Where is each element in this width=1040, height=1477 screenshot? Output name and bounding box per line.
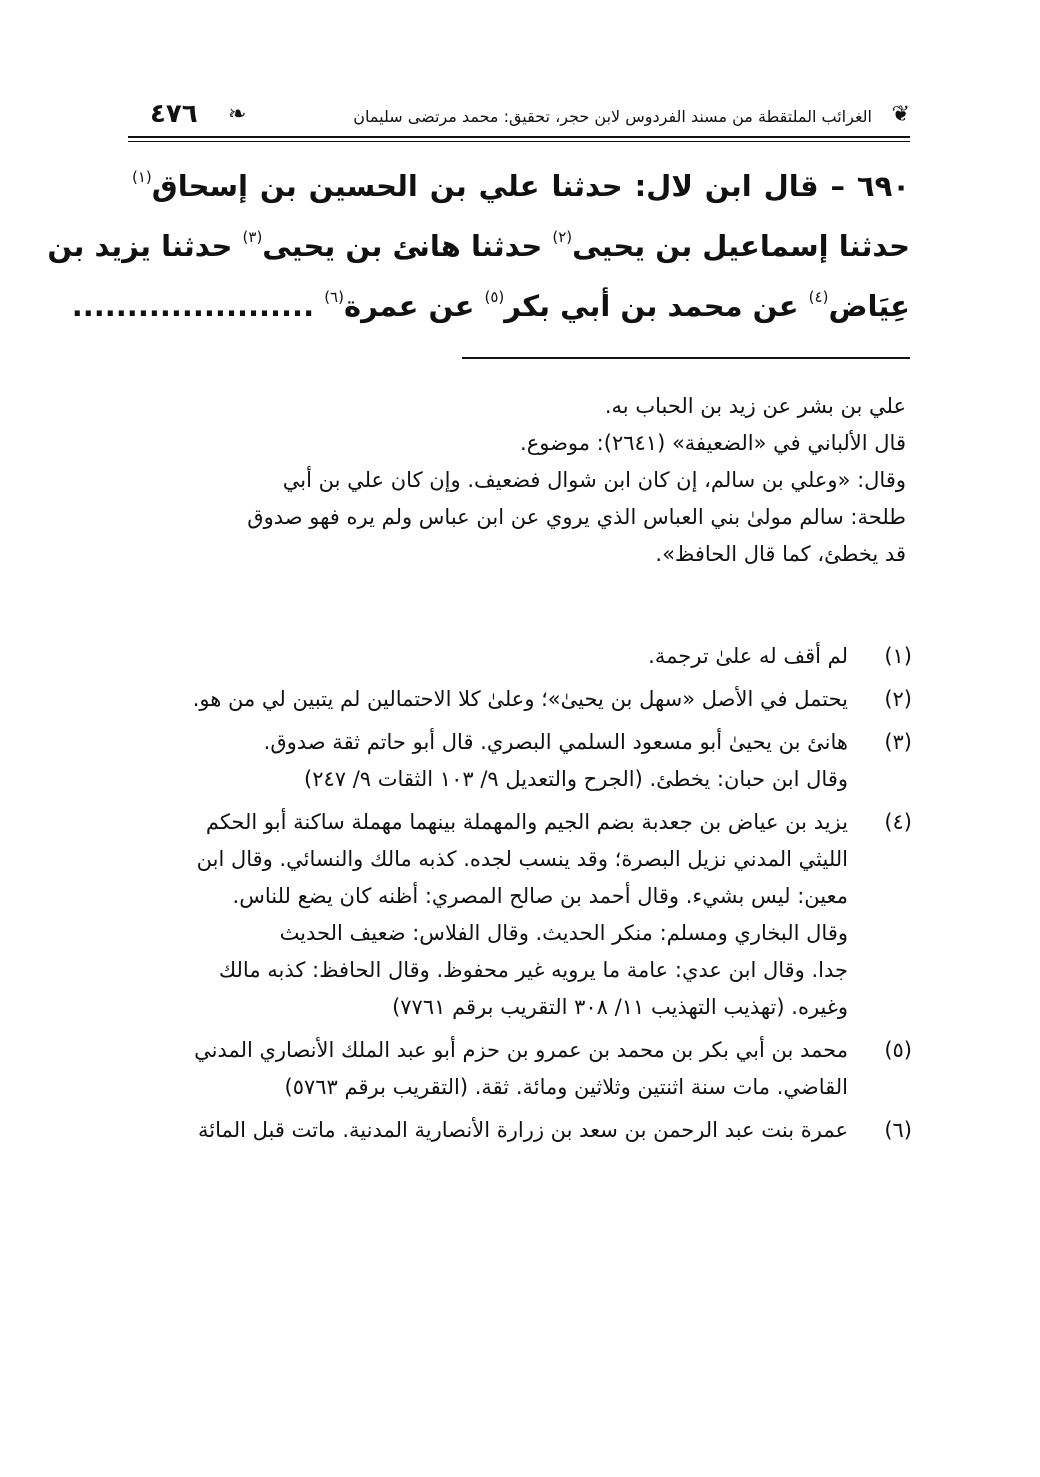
footnote-continuation bbox=[134, 388, 906, 573]
footnote-3 bbox=[134, 724, 912, 798]
footnote-line: وقال البخاري ومسلم: منكر الحديث. وقال الفلاس: ضعيف الحديث bbox=[279, 921, 848, 945]
footnote-line: عمرة بنت عبد الرحمن بن سعد بن زرارة الأنصارية المدنية. ماتت قبل المائة bbox=[198, 1118, 848, 1142]
footnote-ref: (٢) bbox=[552, 228, 573, 246]
footnote-5 bbox=[134, 1032, 912, 1106]
header-rule-thin bbox=[128, 141, 910, 142]
footnote-line: هانئ بن يحيىٰ أبو مسعود السلمي البصري. قال أبو حاتم ثقة صدوق. bbox=[263, 730, 848, 754]
hadith-line-1: ٦٩٠ – قال ابن لال: حدثنا علي بن الحسين بن إسحاق$^{(١)}$ bbox=[132, 168, 910, 203]
footnote-line: جدا. وقال ابن عدي: عامة ما يرويه غير محفوظ. وقال الحافظ: كذبه مالك bbox=[218, 958, 848, 982]
footnote-number: (٦) bbox=[884, 1118, 912, 1142]
footnotes bbox=[134, 638, 912, 1155]
footnote-line: وقال ابن حبان: يخطئ. (الجرح والتعديل ٩/ ١٠٣ الثقات ٩/ ٢٤٧) bbox=[303, 767, 848, 791]
hadith-line-2: حدثنا إسماعيل بن يحيى$^{(٢)}$ حدثنا هانئ بن يحيى$^{(٣)}$ حدثنا يزيد بن bbox=[47, 228, 910, 263]
footnote-line: وغيره. (تهذيب التهذيب ١١/ ٣٠٨ التقريب برقم ٧٧٦١) bbox=[392, 995, 848, 1019]
footnote-4 bbox=[134, 804, 912, 1026]
continuation-line: وقال: «وعلي بن سالم، إن كان ابن شوال فضعيف. وإن كان علي بن أبي bbox=[282, 468, 906, 492]
header-title: الغرائب الملتقطة من مسند الفردوس لابن حجر، تحقيق: محمد مرتضى سليمان bbox=[353, 107, 872, 126]
footnote-ref: (٣) bbox=[242, 228, 263, 246]
footnote-number: (٤) bbox=[884, 810, 912, 834]
footnote-ref: (١) bbox=[132, 168, 152, 186]
footnote-6 bbox=[134, 1112, 912, 1149]
hadith-text bbox=[47, 156, 910, 336]
footnote-line: الليثي المدني نزيل البصرة؛ وقد ينسب لجده. كذبه مالك والنسائي. وقال ابن bbox=[196, 847, 848, 871]
continuation-line: علي بن بشر عن زيد بن الحباب به. bbox=[604, 394, 906, 418]
footnote-number: (١) bbox=[884, 644, 912, 668]
footnote-number: (٥) bbox=[884, 1038, 912, 1062]
continuation-line: طلحة: سالم مولىٰ بني العباس الذي يروي عن ابن عباس ولم يره فهو صدوق bbox=[247, 505, 906, 529]
hadith-line-3: عِيَاض$^{(٤)}$ عن محمد بن أبي بكر$^{(٥)}$ عن عمرة$^{(٦)}$ ...................... bbox=[71, 288, 910, 323]
continuation-line: قد يخطئ، كما قال الحافظ». bbox=[655, 542, 906, 566]
continuation-line: قال الألباني في «الضعيفة» (٢٦٤١): موضوع. bbox=[520, 431, 906, 455]
page-number: ٤٧٦ bbox=[150, 99, 198, 129]
footnote-divider bbox=[462, 357, 910, 359]
footnote-ref: (٦) bbox=[324, 288, 344, 306]
footnote-ref: (٤) bbox=[808, 288, 829, 306]
header-ornament-right-icon: ❦ bbox=[891, 102, 910, 127]
footnote-ref: (٥) bbox=[484, 288, 505, 306]
footnote-number: (٢) bbox=[884, 687, 912, 711]
header-rule bbox=[128, 136, 910, 138]
footnote-number: (٣) bbox=[884, 730, 912, 754]
footnote-line: محمد بن أبي بكر بن محمد بن عمرو بن حزم أبو عبد الملك الأنصاري المدني bbox=[194, 1038, 848, 1062]
footnote-1 bbox=[134, 638, 912, 675]
footnote-line: لم أقف له علىٰ ترجمة. bbox=[648, 644, 848, 668]
running-header bbox=[128, 96, 910, 142]
footnote-line: معين: ليس بشيء. وقال أحمد بن صالح المصري: أظنه كان يضع للناس. bbox=[232, 884, 848, 908]
footnote-line: القاضي. مات سنة اثنتين وثلاثين ومائة. ثقة. (التقريب برقم ٥٧٦٣) bbox=[284, 1075, 848, 1099]
continuation-dots: ...................... bbox=[71, 289, 325, 323]
footnote-2 bbox=[134, 681, 912, 718]
footnote-line: يحتمل في الأصل «سهل بن يحيىٰ»؛ وعلىٰ كلا الاحتمالين لم يتبين لي من هو. bbox=[192, 687, 848, 711]
header-ornament-left-icon: ❧ bbox=[228, 102, 247, 127]
footnote-line: يزيد بن عياض بن جعدبة بضم الجيم والمهملة بينهما مهملة ساكنة أبو الحكم bbox=[205, 810, 848, 834]
